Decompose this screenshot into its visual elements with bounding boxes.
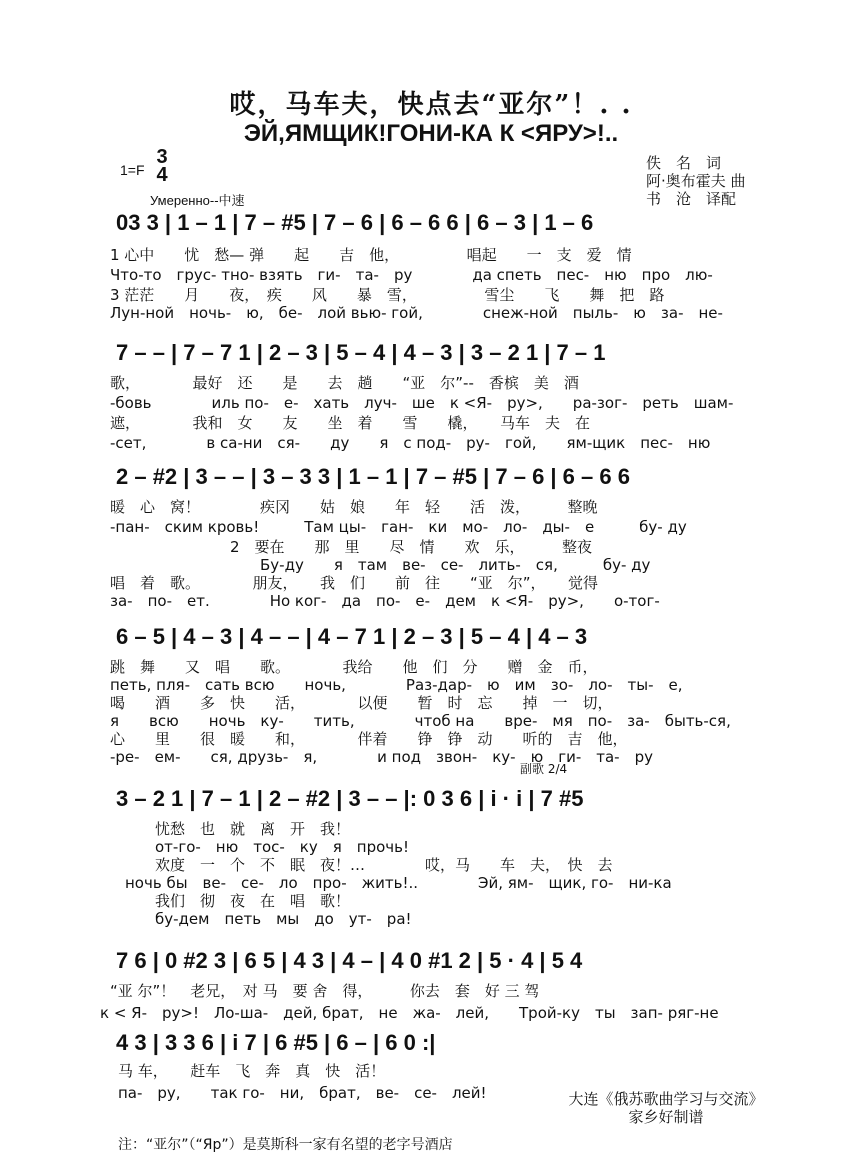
- notation-row-4: 6 – 5 | 4 – 3 | 4 – – | 4 – 7 1 | 2 – 3 | 5 – 4 | 4 – 3: [116, 624, 588, 649]
- lyric-row-3-6: за- по- ет. Но ког- да по- е- дем к <Я- ру>, о-тог-: [110, 592, 660, 610]
- lyric-row-1-2: Что-то грус- тно- взять ги- та- ру да спеть пес- ню про лю-: [110, 266, 713, 284]
- lyric-row-6-1: “亚 尔”！ 老兄， 对 马 要 舍 得， 你去 套 好 三 驾: [110, 982, 540, 1000]
- lyric-row-3-4: Бу-ду я там ве- се- лить- ся, бу- ду: [110, 556, 651, 574]
- credit-composer: 阿·奥布霍夫 曲: [646, 172, 746, 190]
- lyric-row-1-4: Лун-ной ночь- ю, бе- лой вью- гой, снеж-ной пыль- ю за- не-: [110, 304, 723, 322]
- lyric-row-3-5: 唱 着 歌。 朋友， 我 们 前 往 “亚 尔”， 觉得: [110, 574, 599, 592]
- tempo-marking: Умеренно--中速: [150, 193, 245, 208]
- lyric-row-3-1: 暖 心 窝！ 疾冈 姑 娘 年 轻 活 泼， 整晚: [110, 498, 598, 516]
- lyric-row-5-6: бу-дем петь мы до ут- ра!: [110, 910, 412, 928]
- lyric-row-2-1: 歌， 最好 还 是 去 趟 “亚 尔”-- 香槟 美 酒: [110, 374, 579, 392]
- lyric-row-4-1: 跳 舞 又 唱 歌。 我给 他 们 分 赠 金 币，: [110, 658, 598, 676]
- lyric-row-4-4: я всю ночь ку- тить, чтоб на вре- мя по- за- быть-ся,: [110, 712, 731, 730]
- lyric-row-5-3: 欢度 一 个 不 眠 夜！… 哎，马 车 夫， 快 去: [110, 856, 613, 874]
- lyric-row-5-2: от-го- ню тос- ку я прочь!: [110, 838, 409, 856]
- notation-row-6: 7 6 | 0 #2 3 | 6 5 | 4 3 | 4 – | 4 0 #1 2 | 5 · 4 | 5 4: [116, 948, 583, 973]
- lyric-row-7-2: па- ру, так го- ни, брат, ве- се- лей!: [118, 1084, 487, 1102]
- lyric-row-5-1: 忧愁 也 就 离 开 我！: [110, 820, 351, 838]
- lyric-row-4-3: 喝 酒 多 快 活， 以便 暂 时 忘 掉 一 切，: [110, 694, 613, 712]
- notation-row-7: 4 3 | 3 3 6 | i 7 | 6 #5 | 6 – | 6 0 :|: [116, 1030, 436, 1055]
- lyric-row-1-3: 3 茫茫 月 夜， 疾 风 暴 雪， 雪尘 飞 舞 把 路: [110, 286, 665, 304]
- credit-translator: 书 沧 译配: [646, 190, 737, 208]
- lyric-row-2-3: 遮， 我和 女 友 坐 着 雪 橇， 马车 夫 在: [110, 414, 591, 432]
- lyric-row-3-3: 2 要在 那 里 尽 情 欢 乐， 整夜: [110, 538, 593, 556]
- notation-row-5: 3 – 2 1 | 7 – 1 | 2 – #2 | 3 – – |: 0 3 6 | i · i | 7 #5: [116, 786, 584, 811]
- lyric-row-2-2: -бовь иль по- е- хать луч- ше к <Я- ру>, ра-зог- реть шам-: [110, 394, 734, 412]
- lyric-row-4-6: -ре- ем- ся, друзь- я, и под звон- ку- ю ги- та- ру: [110, 748, 653, 766]
- source-credit: 大连《俄苏歌曲学习与交流》: [568, 1090, 764, 1108]
- time-signature-bottom: 4: [156, 164, 168, 186]
- time-signature-top: 3: [156, 146, 168, 168]
- time-signature: [152, 148, 172, 184]
- lyric-row-2-4: -сет, в са-ни ся- ду я с под- ру- гой, ям-щик пес- ню: [110, 434, 711, 452]
- notation-row-3: 2 – #2 | 3 – – | 3 – 3 3 | 1 – 1 | 7 – #5 | 7 – 6 | 6 – 6 6: [116, 464, 630, 489]
- lyric-row-4-2: петь, пля- сать всю ночь, Раз-дар- ю им зо- ло- ты- е,: [110, 676, 683, 694]
- lyric-row-1-1: 1 心中 忧 愁— 弹 起 吉 他， 唱起 一 支 爱 情: [110, 246, 632, 264]
- lyric-row-5-5: 我们 彻 夜 在 唱 歌！: [110, 892, 351, 910]
- footnote: 注：“亚尔”（“Яр”）是莫斯科一家有名望的老字号酒店: [118, 1137, 453, 1153]
- lyric-row-7-1: 马 车， 赶车 飞 奔 真 快 活！: [118, 1062, 386, 1080]
- key-signature: 1=F: [120, 162, 145, 178]
- notation-row-1: 03 3 | 1 – 1 | 7 – #5 | 7 – 6 | 6 – 6 6 | 6 – 3 | 1 – 6: [116, 210, 594, 235]
- lyric-row-3-2: -пан- ским кровь! Там цы- ган- ки мо- ло- ды- е бу- ду: [110, 518, 687, 536]
- lyric-row-4-5: 心 里 很 暖 和， 伴着 铮 铮 动 听的 吉 他，: [110, 730, 628, 748]
- lyric-row-5-4: ночь бы ве- се- ло про- жить!.. Эй, ям- щик, го- ни-ка: [110, 874, 672, 892]
- refrain-marker: 副歌 2/4: [520, 762, 568, 776]
- lyric-row-6-2: к < Я- ру>! Ло-ша- дей, брат, не жа- лей, Трой-ку ты зап- ряг-не: [100, 1004, 719, 1022]
- arranger-credit: 家乡好制谱: [628, 1108, 704, 1126]
- title-russian: ЭЙ,ЯМЩИК!ГОНИ-КА К <ЯРУ>!..: [243, 120, 619, 147]
- notation-row-2: 7 – – | 7 – 7 1 | 2 – 3 | 5 – 4 | 4 – 3 | 3 – 2 1 | 7 – 1: [116, 340, 606, 365]
- title-chinese: 哎，马车夫，快点去“亚尔”！. .: [229, 90, 633, 120]
- credit-lyricist: 佚 名 词: [646, 154, 722, 172]
